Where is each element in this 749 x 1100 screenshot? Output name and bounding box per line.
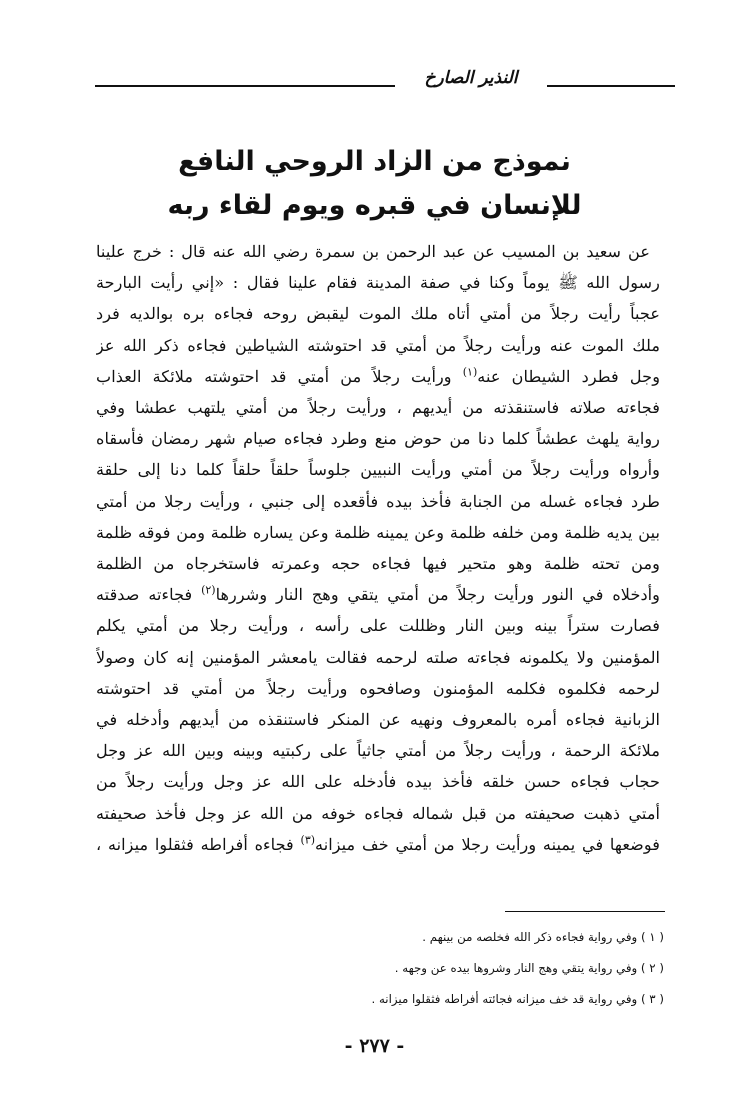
body-line: أمتي ذهبت صحيفته من قبل شماله فجاءه خوفه من الله عز وجل فأخذ صحيفته (96, 803, 660, 823)
body-line: طرد فجاءه غسله من الجنابة فأخذ بيده فأقعده إلى جنبي ، ورأيت رجلا من أمتي (96, 491, 660, 511)
body-line (96, 579, 660, 610)
chapter-title-line-1: نموذج من الزاد الروحي النافع (178, 146, 571, 177)
body-line: المؤمنين ولا يكلمونه فجاءته صلته لرحمه فقالت يامعشر المؤمنين إنه كان وصولاً (96, 647, 660, 667)
chapter-title (120, 140, 629, 228)
body-line: رواية يلهث عطشاً كلما دنا من حوض منع وطرد فجاءه صيام شهر رمضان فأسقاه (96, 429, 660, 449)
header-rule-left (95, 85, 395, 87)
body-line: رسول الله ﷺ يوماً وكنا في صفة المدينة فقام علينا فقال : «إني رأيت البارحة (96, 273, 660, 293)
body-line (96, 361, 660, 392)
body-line: لرحمه فكلموه فكلمه المؤمنون وصافحوه ورأيت رجلاً من أمتي قد احتوشته (96, 678, 660, 698)
body-line-text: وجل فطرد الشيطان عنه (477, 366, 660, 386)
footnote-ref-2[interactable]: (٢) (201, 583, 216, 597)
running-header (95, 66, 675, 90)
footnote-ref-1[interactable]: (١) (462, 365, 478, 379)
footnote-2: ( ٢ ) وفي رواية يتقي وهج النار وشروها بيده عن وجهه . (394, 961, 664, 975)
body-line: بين يديه ظلمة ومن خلفه ظلمة وعن يمينه ظلمة وعن يساره ظلمة ومن فوقه ظلمة (96, 522, 660, 542)
body-line-text: وأدخلاه في النور ورأيت رجلاً من أمتي يتقي وهج النار وشررها (215, 585, 660, 605)
body-line: الزبانية فجاءه أمره بالمعروف ونهيه عن المنكر فاستنقذه من أيديهم وأدخله في (96, 710, 660, 730)
body-line: ملك الموت عنه ورأيت رجلاً من أمتي قد احتوشته الشياطين فجاءه ذكر الله عز (96, 335, 660, 355)
chapter-title-line-2: للإنسان في قبره ويوم لقاء ربه (167, 190, 582, 221)
body-line: فجاءته صلاته فاستنقذته من أيديهم ، ورأيت رجلاً من أمتي يلتهب عطشا وفي (96, 398, 660, 418)
footnotes (200, 922, 664, 1015)
body-line: فصارت ستراً بينه وبين النار وظللت على رأسه ، ورأيت رجلا من أمتي يكلم (96, 616, 660, 636)
body-line: وأرواه ورأيت رجلاً من أمتي ورأيت النبيين جلوساً حلقاً حلقاً كلما دنا إلى حلقة (96, 460, 660, 480)
header-rule-right (547, 85, 675, 87)
footnote-ref-3[interactable]: (٣) (300, 833, 316, 847)
body-line-text: فجاءه أفراطه فثقلوا ميزانه ، (96, 834, 294, 854)
footnote-1: ( ١ ) وفي رواية فجاءه ذكر الله فخلصه من بينهم . (422, 930, 664, 944)
running-header-title: النذير الصارخ (424, 68, 518, 88)
body-line: ملائكة الرحمة ، ورأيت رجلاً من أمتي جاثياً على ركبتيه وبينه وبين الله عز وجل (96, 741, 660, 761)
body-line (96, 829, 660, 860)
body-line-text: فجاءته صدقته (96, 585, 193, 605)
body-line-text: فوضعها في يمينه ورأيت رجلا من أمتي خف ميزانه (315, 834, 660, 854)
body-line: عجباً رأيت رجلاً من أمتي أتاه ملك الموت ليقبض روحه فجاءه بره بوالديه فرد (96, 304, 660, 324)
footnote-3: ( ٣ ) وفي رواية قد خف ميزانه فجائته أفراطه فثقلوا ميزانه . (371, 992, 664, 1006)
body-line-text: ورأيت رجلاً من أمتي قد احتوشته ملائكة العذاب (96, 366, 452, 386)
body-text (96, 236, 660, 860)
page-number: - ٢٧٧ - (344, 1035, 405, 1057)
footnote-separator (505, 911, 665, 912)
body-line: عن سعيد بن المسيب عن عبد الرحمن بن سمرة رضي الله عنه قال : خرج علينا (96, 242, 650, 261)
body-line: حجاب فجاءه حسن خلقه فأخذ بيده فأدخله على الله عز وجل ورأيت رجلاً من (96, 772, 660, 792)
body-line: ومن تحته ظلمة وهو متحير فيها فجاءه حجه وعمرته فاستخرجاه من الظلمة (96, 554, 660, 574)
